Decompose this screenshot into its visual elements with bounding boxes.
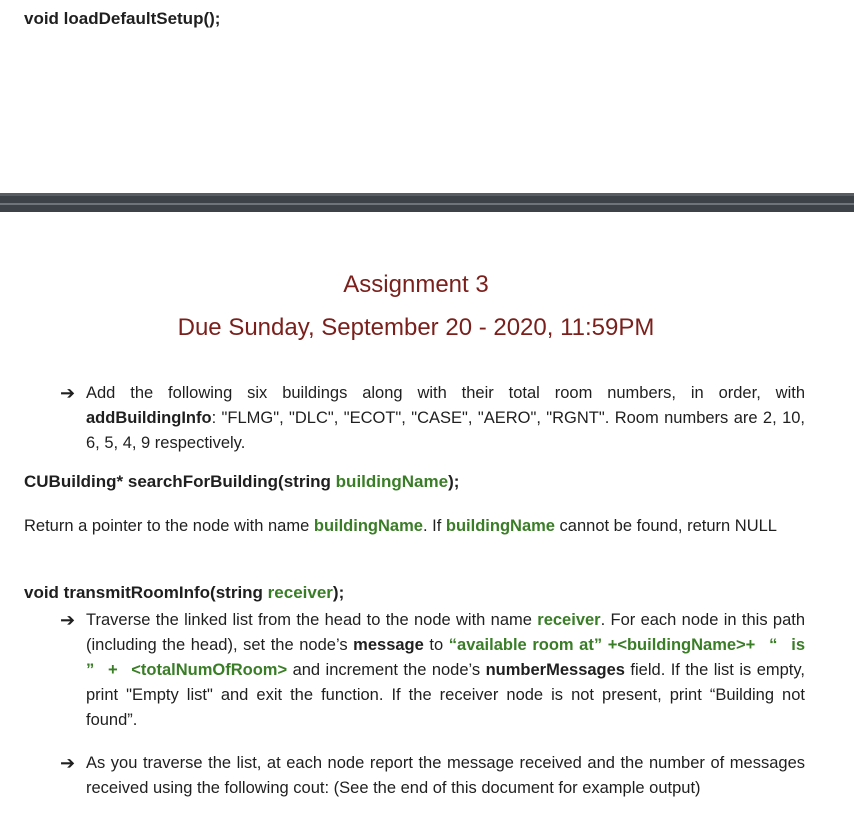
param-ref-building-name: buildingName [313, 517, 423, 535]
bullet-traverse-list: Traverse the linked list from the head to the node with name receiver. For each node in this path (including the head), set the node’s message to “available room at” +<buildingName>+ “ is ” + <totalNumOfRoom> and increment the node’s numberMessages field. If the list is empty, print "Empty list" and exit the function. If the receiver node is not present, print “Building not found”. [86, 611, 806, 729]
right-arrow-icon: ➔ [60, 383, 76, 403]
right-arrow-icon: ➔ [60, 610, 76, 630]
bullet-report-messages: As you traverse the list, at each node report the message received and the number of messages received using the following cout: (See the end of this document for example output) [86, 754, 805, 797]
field-number-messages: numberMessages [485, 661, 625, 679]
right-arrow-icon: ➔ [60, 753, 76, 773]
divider-shade [0, 193, 854, 196]
bullet-add-buildings [86, 381, 805, 456]
param-ref-building-name: buildingName [445, 517, 555, 535]
field-message: message [353, 636, 424, 654]
bullet1-room-numbers: are 2, 10, 6, 5, 4, 9 respectively. [86, 409, 806, 452]
message-literal: “available room at” [448, 636, 603, 654]
function-signature-transmit-room-info: void transmitRoomInfo(string receiver); [24, 583, 345, 602]
due-date: Due Sunday, September 20 - 2020, 11:59PM [177, 314, 655, 341]
bullet1-building-list: : "FLMG", "DLC", "ECOT", "CASE", "AERO", "RGNT". Room numbers [211, 409, 729, 427]
param-ref-receiver: receiver [537, 611, 601, 629]
function-signature-search-for-building: CUBuilding* searchForBuilding(string buildingName); [24, 472, 460, 491]
bullet1-text: Add the following six buildings along with their total room numbers, in order, with [86, 384, 805, 402]
function-signature-load-default-setup: void loadDefaultSetup(); [24, 9, 221, 28]
message-concat-expression: +<buildingName>+ “ is ” + <totalNumOfRoom> [86, 636, 806, 679]
page-title: Assignment 3 [343, 271, 489, 298]
param-receiver: receiver [267, 583, 333, 602]
page-break-divider [0, 193, 854, 212]
divider-line [0, 203, 854, 205]
param-building-name: buildingName [335, 472, 449, 491]
search-description: Return a pointer to the node with name buildingName. If buildingName cannot be found, return NULL [24, 517, 777, 535]
function-name-add-building-info: addBuildingInfo [86, 409, 212, 427]
